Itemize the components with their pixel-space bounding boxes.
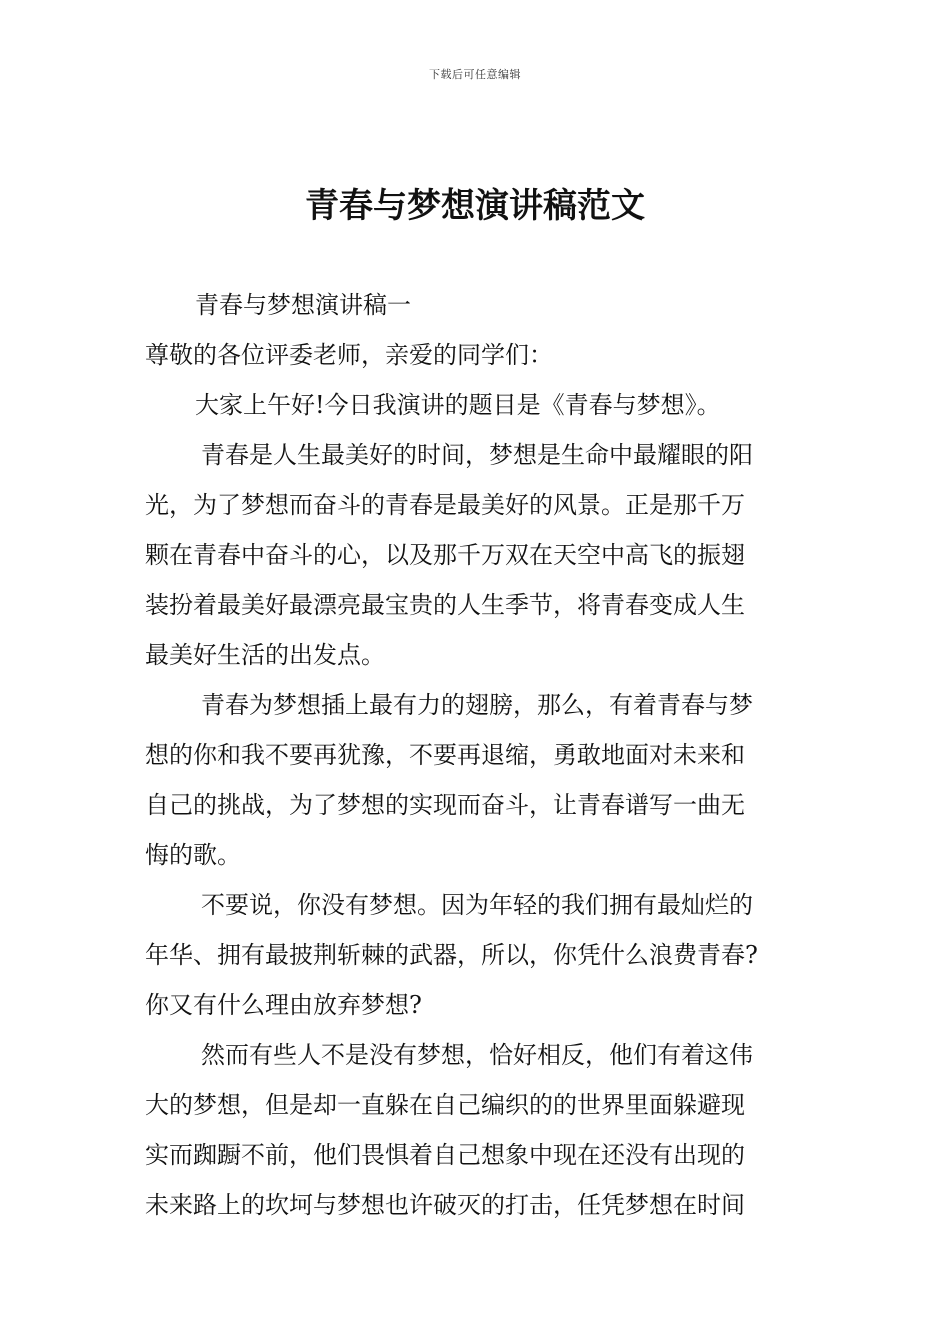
- subheading: 青春与梦想演讲稿一: [195, 291, 411, 319]
- paragraph-line: 未来路上的坎坷与梦想也许破灭的打击，任凭梦想在时间: [145, 1191, 745, 1219]
- paragraph-line: 自己的挑战，为了梦想的实现而奋斗，让青春谱写一曲无: [145, 791, 745, 819]
- paragraph-line: 你又有什么理由放弃梦想?: [145, 991, 422, 1019]
- paragraph-line: 想的你和我不要再犹豫，不要再退缩，勇敢地面对未来和: [145, 741, 745, 769]
- paragraph-line: 悔的歌。: [145, 841, 241, 869]
- paragraph-line: 年华、拥有最披荆斩棘的武器，所以，你凭什么浪费青春?: [145, 941, 758, 969]
- paragraph-line: 然而有些人不是没有梦想，恰好相反，他们有着这伟: [201, 1041, 753, 1069]
- paragraph-line: 青春为梦想插上最有力的翅膀，那么，有着青春与梦: [201, 691, 753, 719]
- paragraph-line: 青春是人生最美好的时间，梦想是生命中最耀眼的阳: [201, 441, 753, 469]
- salutation: 尊敬的各位评委老师，亲爱的同学们：: [145, 341, 553, 369]
- paragraph-line: 不要说，你没有梦想。因为年轻的我们拥有最灿烂的: [201, 891, 753, 919]
- document-body: [145, 280, 807, 1230]
- paragraph-line: 光，为了梦想而奋斗的青春是最美好的风景。正是那千万: [145, 491, 745, 519]
- header-note: 下载后可任意编辑: [429, 68, 521, 81]
- paragraph-line: 最美好生活的出发点。: [145, 641, 385, 669]
- paragraph-line: 实而踟蹰不前，他们畏惧着自己想象中现在还没有出现的: [145, 1141, 745, 1169]
- document-title: 青春与梦想演讲稿范文: [305, 186, 645, 226]
- opening-line: 大家上午好!今日我演讲的题目是《青春与梦想》。: [195, 391, 721, 419]
- paragraph-line: 颗在青春中奋斗的心，以及那千万双在天空中高飞的振翅: [145, 541, 745, 569]
- paragraph-line: 装扮着最美好最漂亮最宝贵的人生季节，将青春变成人生: [145, 591, 745, 619]
- paragraph-line: 大的梦想，但是却一直躲在自己编织的的世界里面躲避现: [145, 1091, 745, 1119]
